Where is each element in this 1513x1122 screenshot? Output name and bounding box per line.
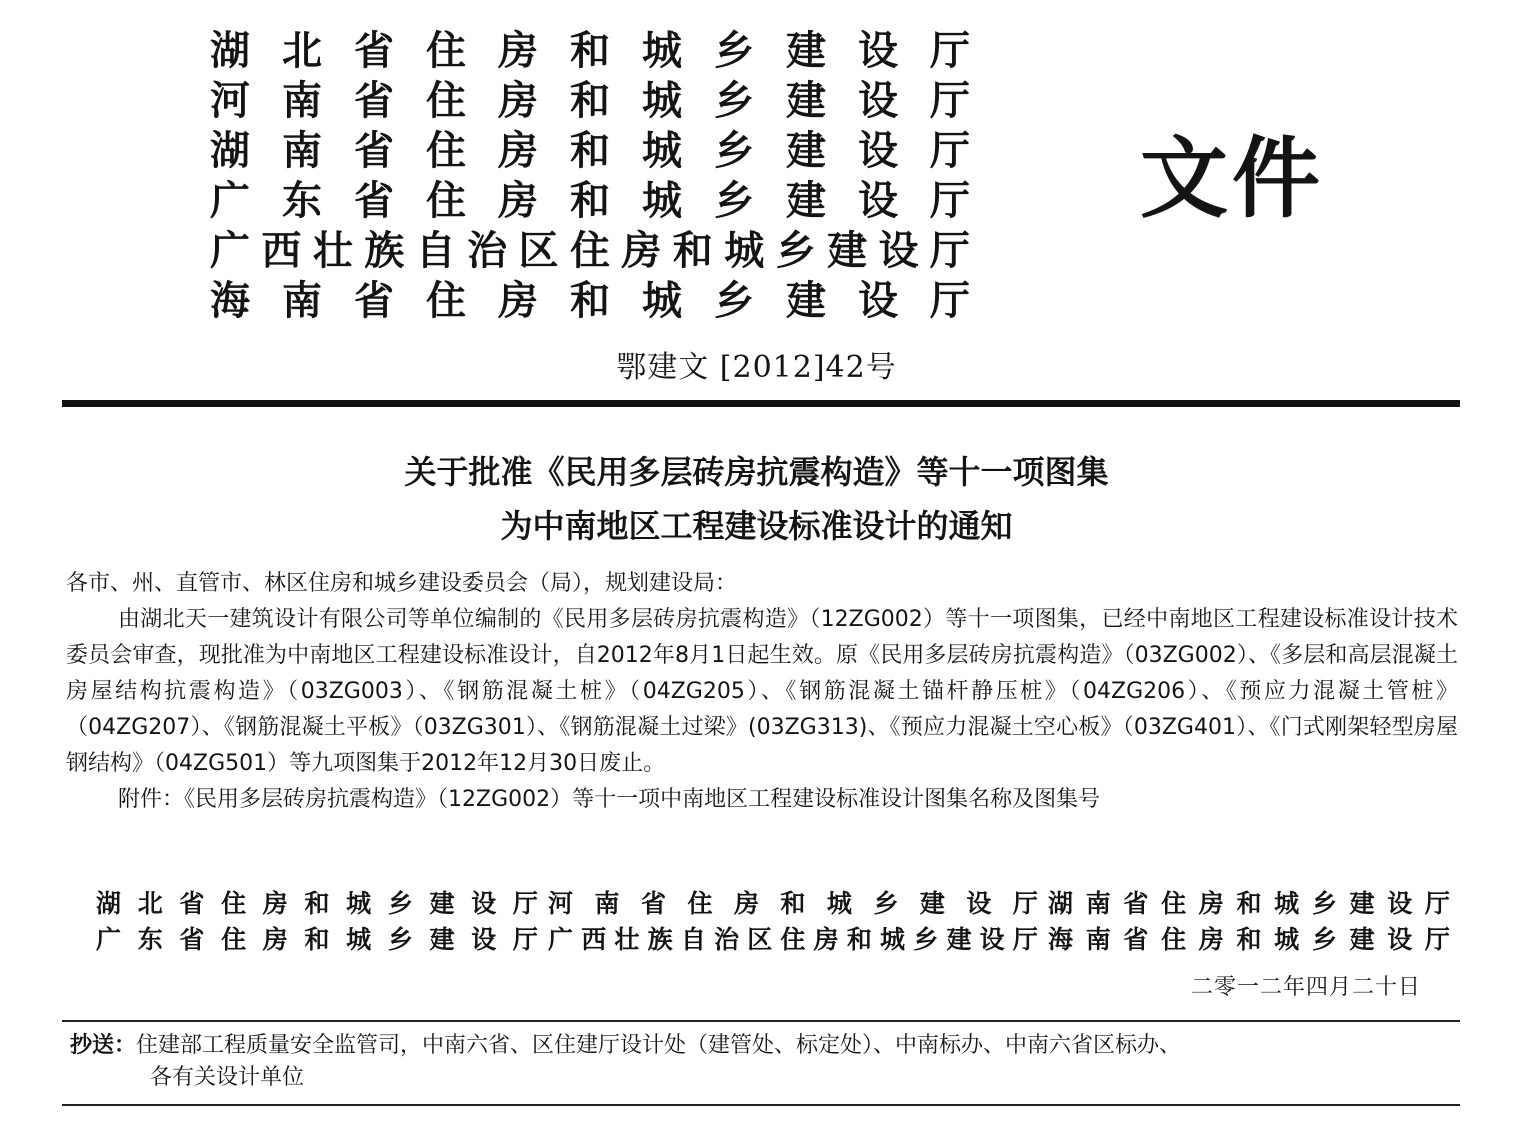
main-paragraph: 由湖北天一建筑设计有限公司等单位编制的《民用多层砖房抗震构造》（12ZG002）等十一项图集，已经中南地区工程建设标准设计技术委员会审查，现批准为中南地区工程建设标准设计，自2012年8月1日起生效。原《民用多层砖房抗震构造》（03ZG002）、《多层和高层混凝土房屋结构抗震构造》（03ZG003）、《钢筋混凝土桩》（04ZG205）、《钢筋混凝土锚杆静压桩》（04ZG206）、《预应力混凝土管桩》（04ZG207）、《钢筋混凝土平板》（03ZG301）、《钢筋混凝土过梁》(03ZG313)、《预应力混凝土空心板》（03ZG401）、《门式刚架轻型房屋钢结构》（04ZG501）等九项图集于2012年12月30日废止。 bbox=[66, 607, 1458, 776]
attachment-line: 附件：《民用多层砖房抗震构造》（12ZG002）等十一项中南地区工程建设标准设计图集名称及图集号 bbox=[118, 787, 1101, 812]
issuer-line: 河 南 省 住 房 和 城 乡 建 设 厅 bbox=[210, 77, 970, 124]
issue-date: 二零一二年四月二十日 bbox=[1190, 975, 1421, 1000]
header-divider bbox=[62, 400, 1460, 407]
issuer-line: 广 西 壮 族 自 治 区 住 房 和 城 乡 建 设 厅 bbox=[210, 227, 970, 274]
signature-org: 河 南 省 住 房 和 城 乡 建 设 厅 bbox=[548, 889, 1038, 918]
salutation: 各市、州、直管市、林区住房和城乡建设委员会（局），规划建设局： bbox=[66, 571, 738, 596]
issuer-list bbox=[210, 26, 970, 326]
issuer-line: 湖 南 省 住 房 和 城 乡 建 设 厅 bbox=[210, 127, 970, 174]
notice-title: 关于批准《民用多层砖房抗震构造》等十一项图集 bbox=[404, 453, 1109, 491]
signature-block bbox=[96, 886, 1460, 958]
signature-org: 湖 南 省 住 房 和 城 乡 建 设 厅 bbox=[1048, 889, 1450, 918]
issuer-line: 湖 北 省 住 房 和 城 乡 建 设 厅 bbox=[210, 27, 970, 74]
issuer-line: 海 南 省 住 房 和 城 乡 建 设 厅 bbox=[210, 277, 970, 324]
cc-line-2: 各有关设计单位 bbox=[150, 1065, 305, 1090]
notice-body bbox=[66, 566, 1458, 818]
signature-org: 广 东 省 住 房 和 城 乡 建 设 厅 bbox=[96, 925, 538, 954]
cc-top-rule bbox=[62, 1020, 1460, 1022]
document-word: 文件 bbox=[1140, 126, 1325, 230]
cc-label: 抄送： bbox=[70, 1033, 137, 1058]
signature-org: 广 西 壮 族 自 治 区 住 房 和 城 乡 建 设 厅 bbox=[548, 925, 1038, 954]
notice-subtitle: 为中南地区工程建设标准设计的通知 bbox=[500, 507, 1013, 545]
cc-bottom-rule bbox=[62, 1104, 1460, 1106]
signature-org: 湖 北 省 住 房 和 城 乡 建 设 厅 bbox=[96, 889, 538, 918]
document-number: 鄂建文 [2012]42号 bbox=[616, 350, 897, 385]
cc-line-1: 住建部工程质量安全监管司，中南六省、区住建厅设计处（建管处、标定处）、中南标办、中南六省区标办、 bbox=[136, 1033, 1182, 1058]
cc-section bbox=[70, 1030, 1450, 1094]
issuer-line: 广 东 省 住 房 和 城 乡 建 设 厅 bbox=[210, 177, 970, 224]
signature-org: 海 南 省 住 房 和 城 乡 建 设 厅 bbox=[1048, 925, 1450, 954]
